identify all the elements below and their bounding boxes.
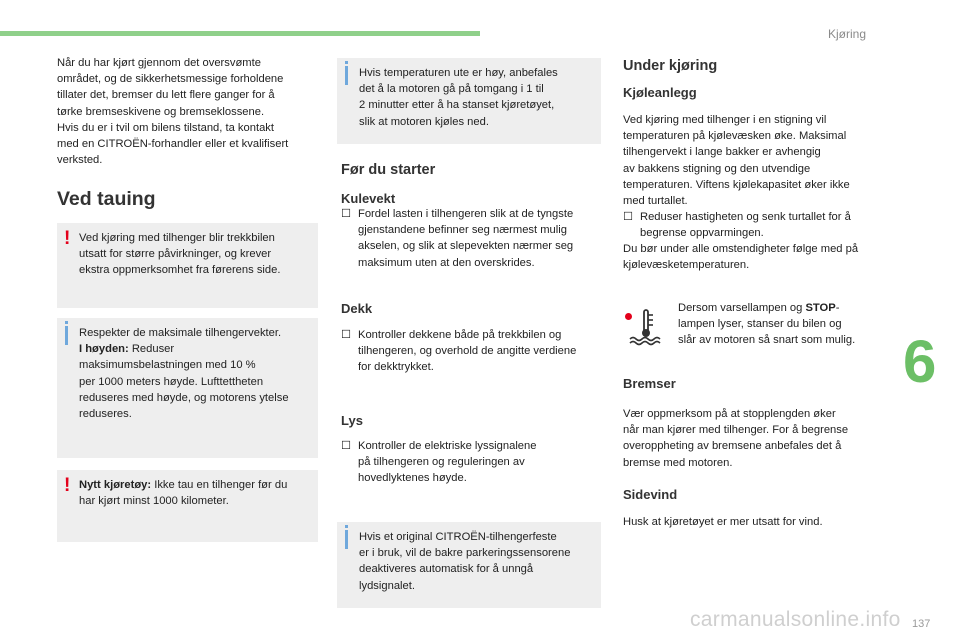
warning-exclamation-icon: ! — [64, 475, 71, 496]
text-line: gjenstandene befinner seg nærmest mulig — [358, 224, 567, 237]
subheading-kjoleanlegg: Kjøleanlegg — [623, 85, 697, 100]
info-text — [359, 529, 595, 594]
text-line: Når du har kjørt gjennom det oversvømte — [57, 57, 261, 69]
watermark: carmanualsonline.info — [690, 608, 901, 631]
text-line: akselen, og slik at slepevekten nærmer seg — [358, 240, 574, 253]
text-line: temperaturen. Viftens kjølekapasitet øker ikke — [623, 178, 850, 191]
bullet-square-icon: ☐ — [341, 329, 352, 341]
subheading-dekk: Dekk — [341, 301, 373, 316]
text-line: området, og de sikkerhetsmessige forholdene — [57, 73, 284, 86]
bullet-square-icon: ☐ — [341, 440, 352, 452]
text-line: maksimumsbelastningen med 10 % — [79, 359, 256, 372]
text-line: Kontroller de elektriske lyssignalene — [358, 440, 537, 452]
bullet-text — [358, 327, 603, 376]
text-line: bremse med motoren. — [623, 456, 733, 469]
text-line: verksted. — [57, 154, 103, 167]
text-line: på tilhengeren og reguleringen av — [358, 456, 525, 469]
text-line: Fordel lasten i tilhengeren slik at de tyngste — [358, 208, 574, 220]
text-line: Reduser hastigheten og senk turtallet for å — [640, 211, 851, 223]
info-bar-icon — [65, 326, 68, 345]
text-line: overoppheting av bremsene anbefales det å — [623, 440, 842, 453]
heading-for-du-starter: Før du starter — [341, 162, 436, 178]
subheading-kulevekt: Kulevekt — [341, 191, 396, 206]
text-line: av bakkens stigning og den utvendige — [623, 162, 811, 175]
bullet-text — [358, 438, 603, 487]
text-line: slik at motoren kjøles ned. — [359, 115, 489, 128]
warning-text — [79, 477, 312, 509]
text-line: når man kjører med tilhenger. For å begrense — [623, 424, 849, 437]
text-line: ekstra oppmerksomhet fra førerens side. — [79, 264, 281, 277]
text-line: tillater det, bremser du lett flere ganger for å — [57, 89, 275, 102]
section-title: Kjøring — [828, 27, 867, 41]
info-box-vekt — [57, 318, 318, 458]
text-line: hovedlyktenes høyde. — [358, 472, 467, 485]
text-line: tilhengeren, og overhold de angitte verdiene — [358, 345, 577, 358]
text-line: Kontroller dekkene både på trekkbilen og — [358, 329, 562, 341]
bullet-reduser-hastighet — [623, 209, 888, 243]
text-line: lampen lyser, stanser du bilen og — [678, 318, 842, 331]
text-line — [79, 341, 312, 357]
text-line: Du bør under alle omstendigheter følge med på — [623, 243, 859, 255]
kjoleanlegg-after-paragraph — [623, 241, 893, 273]
text-line: maksimum uten at den overskrides. — [358, 256, 535, 269]
warning-box-trekkbil — [57, 223, 318, 308]
text-line: Respekter de maksimale tilhengervekter. — [79, 327, 282, 339]
text-span: Dersom varsellampen og — [678, 302, 806, 314]
subheading-sidevind: Sidevind — [623, 487, 678, 502]
subheading-bremser: Bremser — [623, 376, 676, 391]
coolant-temperature-icon — [626, 306, 666, 346]
text-line: tørke bremseskivene og bremseklossene. — [57, 105, 265, 118]
warning-text — [79, 230, 312, 279]
bremser-paragraph — [623, 406, 893, 471]
bullet-kulevekt — [341, 206, 603, 272]
text-span: - — [835, 302, 840, 314]
page-number: 137 — [912, 618, 931, 630]
text-line: deaktiveres automatisk for å unngå — [359, 563, 534, 576]
sidevind-paragraph — [623, 514, 893, 530]
text-line: med turtallet. — [623, 195, 688, 208]
text-line — [79, 477, 312, 493]
info-bar-icon — [345, 530, 348, 549]
heading-under-kjoring: Under kjøring — [623, 58, 718, 74]
text-span: Ikke tau en tilhenger før du — [151, 479, 288, 491]
subheading-lys: Lys — [341, 413, 363, 428]
intro-paragraph — [57, 55, 327, 168]
text-line: temperaturen på kjølevæsken øke. Maksimal — [623, 130, 847, 143]
bullet-lys — [341, 438, 603, 488]
text-line: kjølevæsketemperaturen. — [623, 259, 750, 272]
warning-exclamation-icon: ! — [64, 228, 71, 249]
text-line: reduseres med høyde, og motorens ytelse — [79, 391, 289, 404]
bullet-text — [358, 206, 603, 271]
text-line: er i bruk, vil de bakre parkeringssensorene — [359, 547, 571, 560]
text-line: for dekktrykket. — [358, 361, 434, 374]
bold-label: I høyden: — [79, 343, 129, 356]
info-bar-icon — [345, 66, 348, 85]
text-line: det å la motoren gå på tomgang i 1 til — [359, 83, 544, 96]
text-line: 2 minutter etter å ha stanset kjøretøyet, — [359, 99, 555, 112]
text-line: reduseres. — [79, 408, 132, 421]
text-line: med en CITROËN-forhandler eller et kvalifisert — [57, 138, 289, 151]
text-line: lydsignalet. — [359, 579, 415, 592]
header-accent-bar — [0, 31, 480, 36]
text-line: slår av motoren så snart som mulig. — [678, 334, 856, 347]
text-line: Ved kjøring med tilhenger blir trekkbilen — [79, 232, 275, 244]
text-line: Ved kjøring med tilhenger i en stigning vil — [623, 114, 827, 126]
text-line: har kjørt minst 1000 kilometer. — [79, 495, 229, 508]
kjoleanlegg-paragraph — [623, 112, 893, 209]
text-line: per 1000 meters høyde. Lufttettheten — [79, 375, 264, 388]
text-span: Reduser — [128, 343, 175, 356]
info-box-parkeringssensorer — [337, 522, 601, 608]
text-line: Hvis temperaturen ute er høy, anbefales — [359, 67, 558, 79]
text-line: Hvis du er i tvil om bilens tilstand, ta kontakt — [57, 121, 275, 134]
text-line: tilhengervekt i lange bakker er avhengig — [623, 146, 821, 159]
warning-box-nytt-kjoretoy — [57, 470, 318, 542]
bold-label: STOP — [805, 302, 836, 314]
info-text — [79, 325, 312, 422]
bullet-dekk — [341, 327, 603, 377]
info-box-temperatur — [337, 58, 601, 144]
text-line: utsatt for større påvirkninger, og krever — [79, 248, 272, 261]
bold-label: Nytt kjøretøy: — [79, 479, 152, 491]
chapter-number: 6 — [903, 328, 937, 395]
heading-ved-tauing: Ved tauing — [57, 188, 156, 210]
bullet-square-icon: ☐ — [341, 208, 352, 220]
bullet-square-icon: ☐ — [623, 211, 634, 223]
text-line — [678, 300, 888, 316]
info-text — [359, 65, 595, 130]
text-line: Vær oppmerksom på at stopplengden øker — [623, 408, 836, 420]
warning-lamp-text — [678, 300, 888, 349]
text-line: Hvis et original CITROËN-tilhengerfeste — [359, 531, 557, 543]
text-line: begrense oppvarmingen. — [640, 227, 764, 240]
bullet-text — [640, 209, 888, 241]
text-line: Husk at kjøretøyet er mer utsatt for vind. — [623, 516, 823, 528]
